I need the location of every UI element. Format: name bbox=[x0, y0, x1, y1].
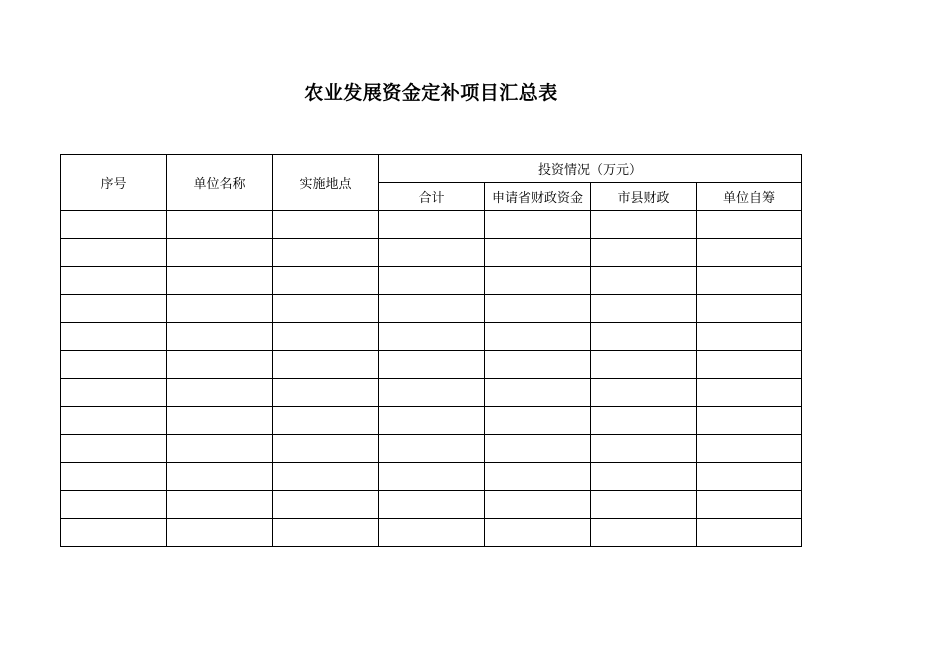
table-row bbox=[61, 435, 802, 463]
cell-location bbox=[273, 211, 379, 239]
header-row-primary bbox=[61, 155, 802, 183]
table-row bbox=[61, 379, 802, 407]
cell-location bbox=[273, 239, 379, 267]
cell-unit-name bbox=[167, 435, 273, 463]
cell-city-county-funds bbox=[591, 323, 697, 351]
cell-city-county-funds bbox=[591, 435, 697, 463]
cell-unit-name bbox=[167, 519, 273, 547]
header-total: 合计 bbox=[379, 183, 485, 211]
cell-city-county-funds bbox=[591, 379, 697, 407]
cell-provincial-funds bbox=[485, 407, 591, 435]
cell-city-county-funds bbox=[591, 407, 697, 435]
cell-unit-name bbox=[167, 351, 273, 379]
cell-location bbox=[273, 267, 379, 295]
header-unit-name: 单位名称 bbox=[167, 155, 273, 211]
cell-total bbox=[379, 491, 485, 519]
cell-total bbox=[379, 239, 485, 267]
cell-seq bbox=[61, 407, 167, 435]
cell-self-raised bbox=[697, 463, 802, 491]
header-self-raised: 单位自筹 bbox=[697, 183, 802, 211]
cell-total bbox=[379, 323, 485, 351]
cell-seq bbox=[61, 519, 167, 547]
cell-total bbox=[379, 267, 485, 295]
header-investment-group: 投资情况（万元） bbox=[379, 155, 802, 183]
cell-self-raised bbox=[697, 323, 802, 351]
cell-total bbox=[379, 211, 485, 239]
cell-self-raised bbox=[697, 379, 802, 407]
cell-self-raised bbox=[697, 211, 802, 239]
cell-self-raised bbox=[697, 435, 802, 463]
cell-seq bbox=[61, 295, 167, 323]
table-row bbox=[61, 407, 802, 435]
header-city-county-funds: 市县财政 bbox=[591, 183, 697, 211]
cell-provincial-funds bbox=[485, 379, 591, 407]
cell-provincial-funds bbox=[485, 519, 591, 547]
cell-provincial-funds bbox=[485, 323, 591, 351]
cell-total bbox=[379, 519, 485, 547]
table-row bbox=[61, 491, 802, 519]
cell-city-county-funds bbox=[591, 239, 697, 267]
header-location: 实施地点 bbox=[273, 155, 379, 211]
cell-seq bbox=[61, 463, 167, 491]
cell-provincial-funds bbox=[485, 463, 591, 491]
table-row bbox=[61, 267, 802, 295]
cell-total bbox=[379, 379, 485, 407]
table-body bbox=[61, 211, 802, 547]
cell-provincial-funds bbox=[485, 239, 591, 267]
cell-provincial-funds bbox=[485, 267, 591, 295]
cell-city-county-funds bbox=[591, 267, 697, 295]
table-row bbox=[61, 295, 802, 323]
table-row bbox=[61, 211, 802, 239]
cell-location bbox=[273, 323, 379, 351]
cell-total bbox=[379, 463, 485, 491]
cell-provincial-funds bbox=[485, 491, 591, 519]
cell-seq bbox=[61, 351, 167, 379]
cell-provincial-funds bbox=[485, 351, 591, 379]
cell-total bbox=[379, 351, 485, 379]
cell-total bbox=[379, 435, 485, 463]
summary-table bbox=[60, 154, 802, 547]
cell-location bbox=[273, 435, 379, 463]
document-title: 农业发展资金定补项目汇总表 bbox=[304, 82, 558, 104]
cell-self-raised bbox=[697, 351, 802, 379]
cell-provincial-funds bbox=[485, 435, 591, 463]
cell-seq bbox=[61, 323, 167, 351]
cell-self-raised bbox=[697, 407, 802, 435]
cell-city-county-funds bbox=[591, 491, 697, 519]
cell-unit-name bbox=[167, 323, 273, 351]
cell-provincial-funds bbox=[485, 295, 591, 323]
cell-city-county-funds bbox=[591, 211, 697, 239]
cell-self-raised bbox=[697, 491, 802, 519]
header-seq: 序号 bbox=[61, 155, 167, 211]
cell-city-county-funds bbox=[591, 351, 697, 379]
cell-provincial-funds bbox=[485, 211, 591, 239]
cell-unit-name bbox=[167, 267, 273, 295]
cell-self-raised bbox=[697, 295, 802, 323]
cell-location bbox=[273, 463, 379, 491]
cell-location bbox=[273, 491, 379, 519]
cell-location bbox=[273, 295, 379, 323]
table-row bbox=[61, 323, 802, 351]
cell-seq bbox=[61, 379, 167, 407]
cell-self-raised bbox=[697, 267, 802, 295]
cell-location bbox=[273, 519, 379, 547]
cell-city-county-funds bbox=[591, 463, 697, 491]
cell-seq bbox=[61, 211, 167, 239]
cell-seq bbox=[61, 491, 167, 519]
cell-seq bbox=[61, 239, 167, 267]
table-row bbox=[61, 463, 802, 491]
table-row bbox=[61, 351, 802, 379]
cell-unit-name bbox=[167, 407, 273, 435]
cell-city-county-funds bbox=[591, 295, 697, 323]
table-row bbox=[61, 239, 802, 267]
cell-self-raised bbox=[697, 239, 802, 267]
cell-seq bbox=[61, 267, 167, 295]
table-header bbox=[61, 155, 802, 211]
cell-seq bbox=[61, 435, 167, 463]
cell-total bbox=[379, 407, 485, 435]
table-row bbox=[61, 519, 802, 547]
cell-unit-name bbox=[167, 295, 273, 323]
cell-location bbox=[273, 407, 379, 435]
cell-city-county-funds bbox=[591, 519, 697, 547]
cell-unit-name bbox=[167, 463, 273, 491]
cell-unit-name bbox=[167, 239, 273, 267]
cell-self-raised bbox=[697, 519, 802, 547]
cell-location bbox=[273, 379, 379, 407]
cell-unit-name bbox=[167, 491, 273, 519]
cell-unit-name bbox=[167, 379, 273, 407]
cell-unit-name bbox=[167, 211, 273, 239]
header-provincial-funds: 申请省财政资金 bbox=[485, 183, 591, 211]
cell-location bbox=[273, 351, 379, 379]
cell-total bbox=[379, 295, 485, 323]
